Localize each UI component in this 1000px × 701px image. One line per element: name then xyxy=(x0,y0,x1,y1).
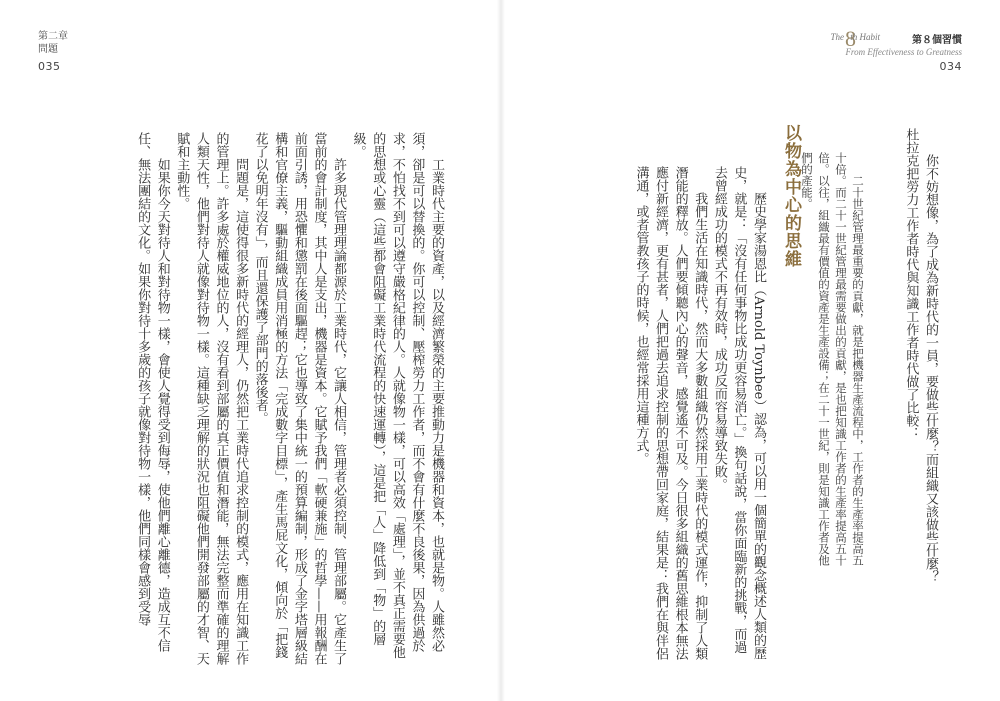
paragraph: 如果你今天對待人和對待物一樣，會使人覺得受到侮辱，使他們離心離德，造成互不信任、無法團結的文化。如果你對待十多歲的孩子就像對待物一樣，他們同樣會感到受辱 xyxy=(135,132,170,652)
section-label: 問題 xyxy=(38,44,58,55)
intro-text: 你不妨想像，為了成為新時代的一員，要做些什麼？而組織又該做些什麼？杜拉克把勞力工作者時代與知識工作者時代做了比較： xyxy=(903,128,938,583)
book-title-mark xyxy=(762,28,962,62)
left-running-header xyxy=(38,30,68,56)
section-heading: 以物為中心的思維 xyxy=(781,124,801,268)
paragraph: 問題是，這使得很多新時代的經理人，仍然把工業時代追求控制的模式，應用在知識工作的管理上。許多處於權威地位的人，沒有看到部屬的真正價值和潛能，無法完整而準確的理解人類天性，他們對待人就像對待物一樣。這種缺乏理解的狀況也阻礙他們開發部屬的才智、天賦和主動性。 xyxy=(174,132,249,665)
book-title-zh: 第８個習慣 xyxy=(912,35,962,46)
left-page-number: 035 xyxy=(38,60,61,73)
right-intro-paragraph xyxy=(901,128,940,590)
paragraph: 我們生活在知識時代，然而大多數組織仍然採用工業時代的模式運作，抑制了人類潛能的釋放。人們要傾聽內心的聲音，感覺遙不可及。今日很多組織的舊思維根本無法應付新經濟，更有甚者，人們把過去追求控制的思想帶回家庭，結果是：我們在與伴侶溝通，或者管教孩子的時候，也經常採用這種方式。 xyxy=(633,166,708,660)
book-title-eight: 8 xyxy=(845,26,856,51)
quote-text: 二十世紀管理最重要的貢獻，就是把機器生產流程中，工作者的生產率提高五十倍。而二十一世紀管理最需要做出的貢獻，是也把知識工作者的生產率提高五十倍。以往，組織最有價值的資產是生產設備；在二十一世紀，則是知識工作者及他們的產能。 xyxy=(800,152,865,566)
book-title-habit: th Habit xyxy=(850,32,880,42)
chapter-label: 第二章 xyxy=(38,31,68,42)
page-gutter xyxy=(497,0,505,701)
right-page-number: 034 xyxy=(939,60,962,73)
drucker-quote xyxy=(798,152,866,572)
paragraph: 許多現代管理理論都源於工業時代，它讓人相信，管理者必須控制、管理部屬。它產生了當前的會計制度，其中人是支出，機器是資本。它賦予我們「軟硬兼施」的哲學——用報酬在前面引誘，用恐懼和懲罰在後面驅趕；它也導致了集中統一的預算編制，形成了金字塔層級結構和官僚主義，驅動組織成員用消極的方法「完成數字目標」，產生馬屁文化，傾向於「把錢花了以免明年沒有」，而且還保護了部門的落後者。 xyxy=(252,132,347,665)
left-main-text xyxy=(62,132,446,666)
paragraph: 工業時代主要的資產，以及經濟繁榮的主要推動力是機器和資本，也就是物。人雖然必須，卻是可以替換的。你可以控制、壓榨勞力工作者，而不會有什麼不良後果，因為供過於求，不怕找不到可以遵守嚴格紀律的人。人就像物一樣，可以高效「處理」，並不真正需要他的思想或心靈（這些都會阻礙工業時代流程的快速運轉），這是把「人」降低到「物」的層級。 xyxy=(350,132,444,659)
book-subtitle: From Effectiveness to Greatness xyxy=(845,47,962,57)
book-title-the: The xyxy=(830,32,844,42)
right-main-text xyxy=(528,166,768,666)
paragraph: 歷史學家湯恩比（Arnold Toynbee）認為，可以用一個簡單的觀念概述人類的歷史，就是：「沒有任何事物比成功更容易消亡。」換句話說，當你面臨新的挑戰，而過去曾經成功的模式不再有效時，成功反而容易導致失敗。 xyxy=(711,166,766,660)
